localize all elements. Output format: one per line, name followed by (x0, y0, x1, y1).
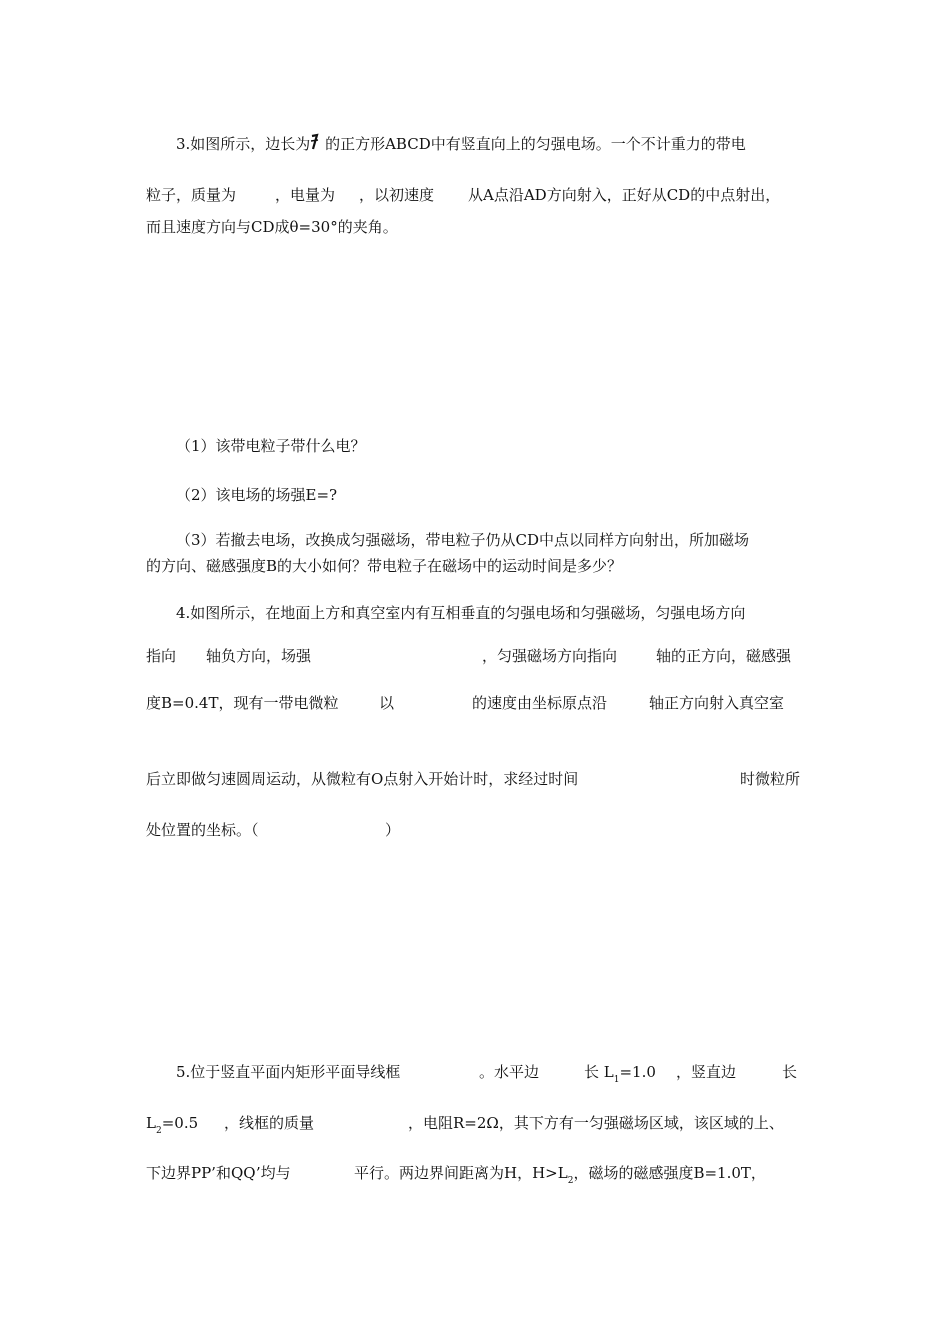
q3-subquestion-2: （2）该电场的场强E=? (176, 486, 338, 504)
q5-line-1b: 。水平边 (479, 1063, 540, 1081)
q5-line-2a-value: =0.5 (161, 1114, 199, 1132)
q5-line-1c (584, 1062, 656, 1090)
q4-line-5a: 处位置的坐标。（ (146, 821, 259, 839)
q4-line-2a: 指向 (146, 647, 177, 665)
q3-line-2d: 从A点沿AD方向射入，正好从CD的中点射出， (468, 186, 781, 204)
q5-line-2d: ，电阻R=2Ω，其下方有一匀强磁场区域，该区域的上、 (408, 1114, 784, 1132)
q3-line-2b: ，电量为 (275, 186, 336, 204)
q4-line-3a: 度B=0.4T，现有一带电微粒 (146, 694, 339, 712)
q4-line-3d: 轴正方向射入真空室 (649, 694, 785, 712)
q5-line-1c-subscript: 1 (613, 1075, 620, 1085)
q4-line-4b: 时微粒所 (740, 770, 801, 788)
q5-line-1c-text: 长 L (584, 1063, 614, 1081)
q5-line-2c: ，线框的质量 (224, 1114, 315, 1132)
q5-line-3b-subscript: 2 (567, 1176, 574, 1186)
q5-line-1e: ，竖直边 (676, 1063, 737, 1081)
q5-line-1a: 5.位于竖直平面内矩形平面导线框 (176, 1063, 401, 1081)
q4-line-2b: 轴负方向，场强 (206, 647, 312, 665)
q3-subquestion-1: （1）该带电粒子带什么电？ (176, 437, 366, 455)
q4-line-2c: ，匀强磁场方向指向 (482, 647, 618, 665)
q3-line-2a: 粒子，质量为 (146, 186, 237, 204)
q3-line-1-text-b: 的正方形ABCD中有竖直向上的匀强电场。一个不计重力的带电 (320, 135, 746, 153)
q5-line-2a-text: L (146, 1114, 156, 1132)
q5-line-3b (354, 1163, 766, 1191)
q3-subquestion-3-line-1: （3）若撤去电场，改换成匀强磁场，带电粒子仍从CD中点以同样方向射出，所加磁场 (176, 531, 750, 549)
q4-line-5b: ） (385, 821, 401, 839)
q4-line-1: 4.如图所示，在地面上方和真空室内有互相垂直的匀强电场和匀强磁场，匀强电场方向 (176, 604, 746, 622)
q3-line-1 (176, 133, 746, 154)
q3-subquestion-3-line-2: 的方向、磁感强度B的大小如何？带电粒子在磁场中的运动时间是多少？ (146, 557, 623, 575)
q5-line-2a (146, 1113, 198, 1141)
q3-line-2c: ，以初速度 (359, 186, 435, 204)
q5-line-3b-text: 平行。两边界间距离为H，H>L (354, 1164, 568, 1182)
q5-line-2a-subscript: 2 (155, 1126, 162, 1136)
q3-line-1-text-a: 3.如图所示，边长为 (176, 135, 311, 153)
q5-line-1c-value: =1.0 (619, 1063, 656, 1081)
q5-line-3a: 下边界PP’和QQ’均与 (146, 1164, 291, 1182)
q4-line-3b: 以 (379, 694, 395, 712)
q4-line-3c: 的速度由坐标原点沿 (472, 694, 608, 712)
q4-line-2d: 轴的正方向，磁感强 (656, 647, 792, 665)
q3-line-3: 而且速度方向与CD成θ=30°的夹角。 (146, 218, 398, 236)
formula-image-icon (310, 133, 320, 151)
q5-line-3b-tail: ，磁场的磁感强度B=1.0T， (573, 1164, 766, 1182)
q5-line-1f: 长 (782, 1063, 798, 1081)
q4-line-4a: 后立即做匀速圆周运动，从微粒有O点射入开始计时，求经过时间 (146, 770, 579, 788)
